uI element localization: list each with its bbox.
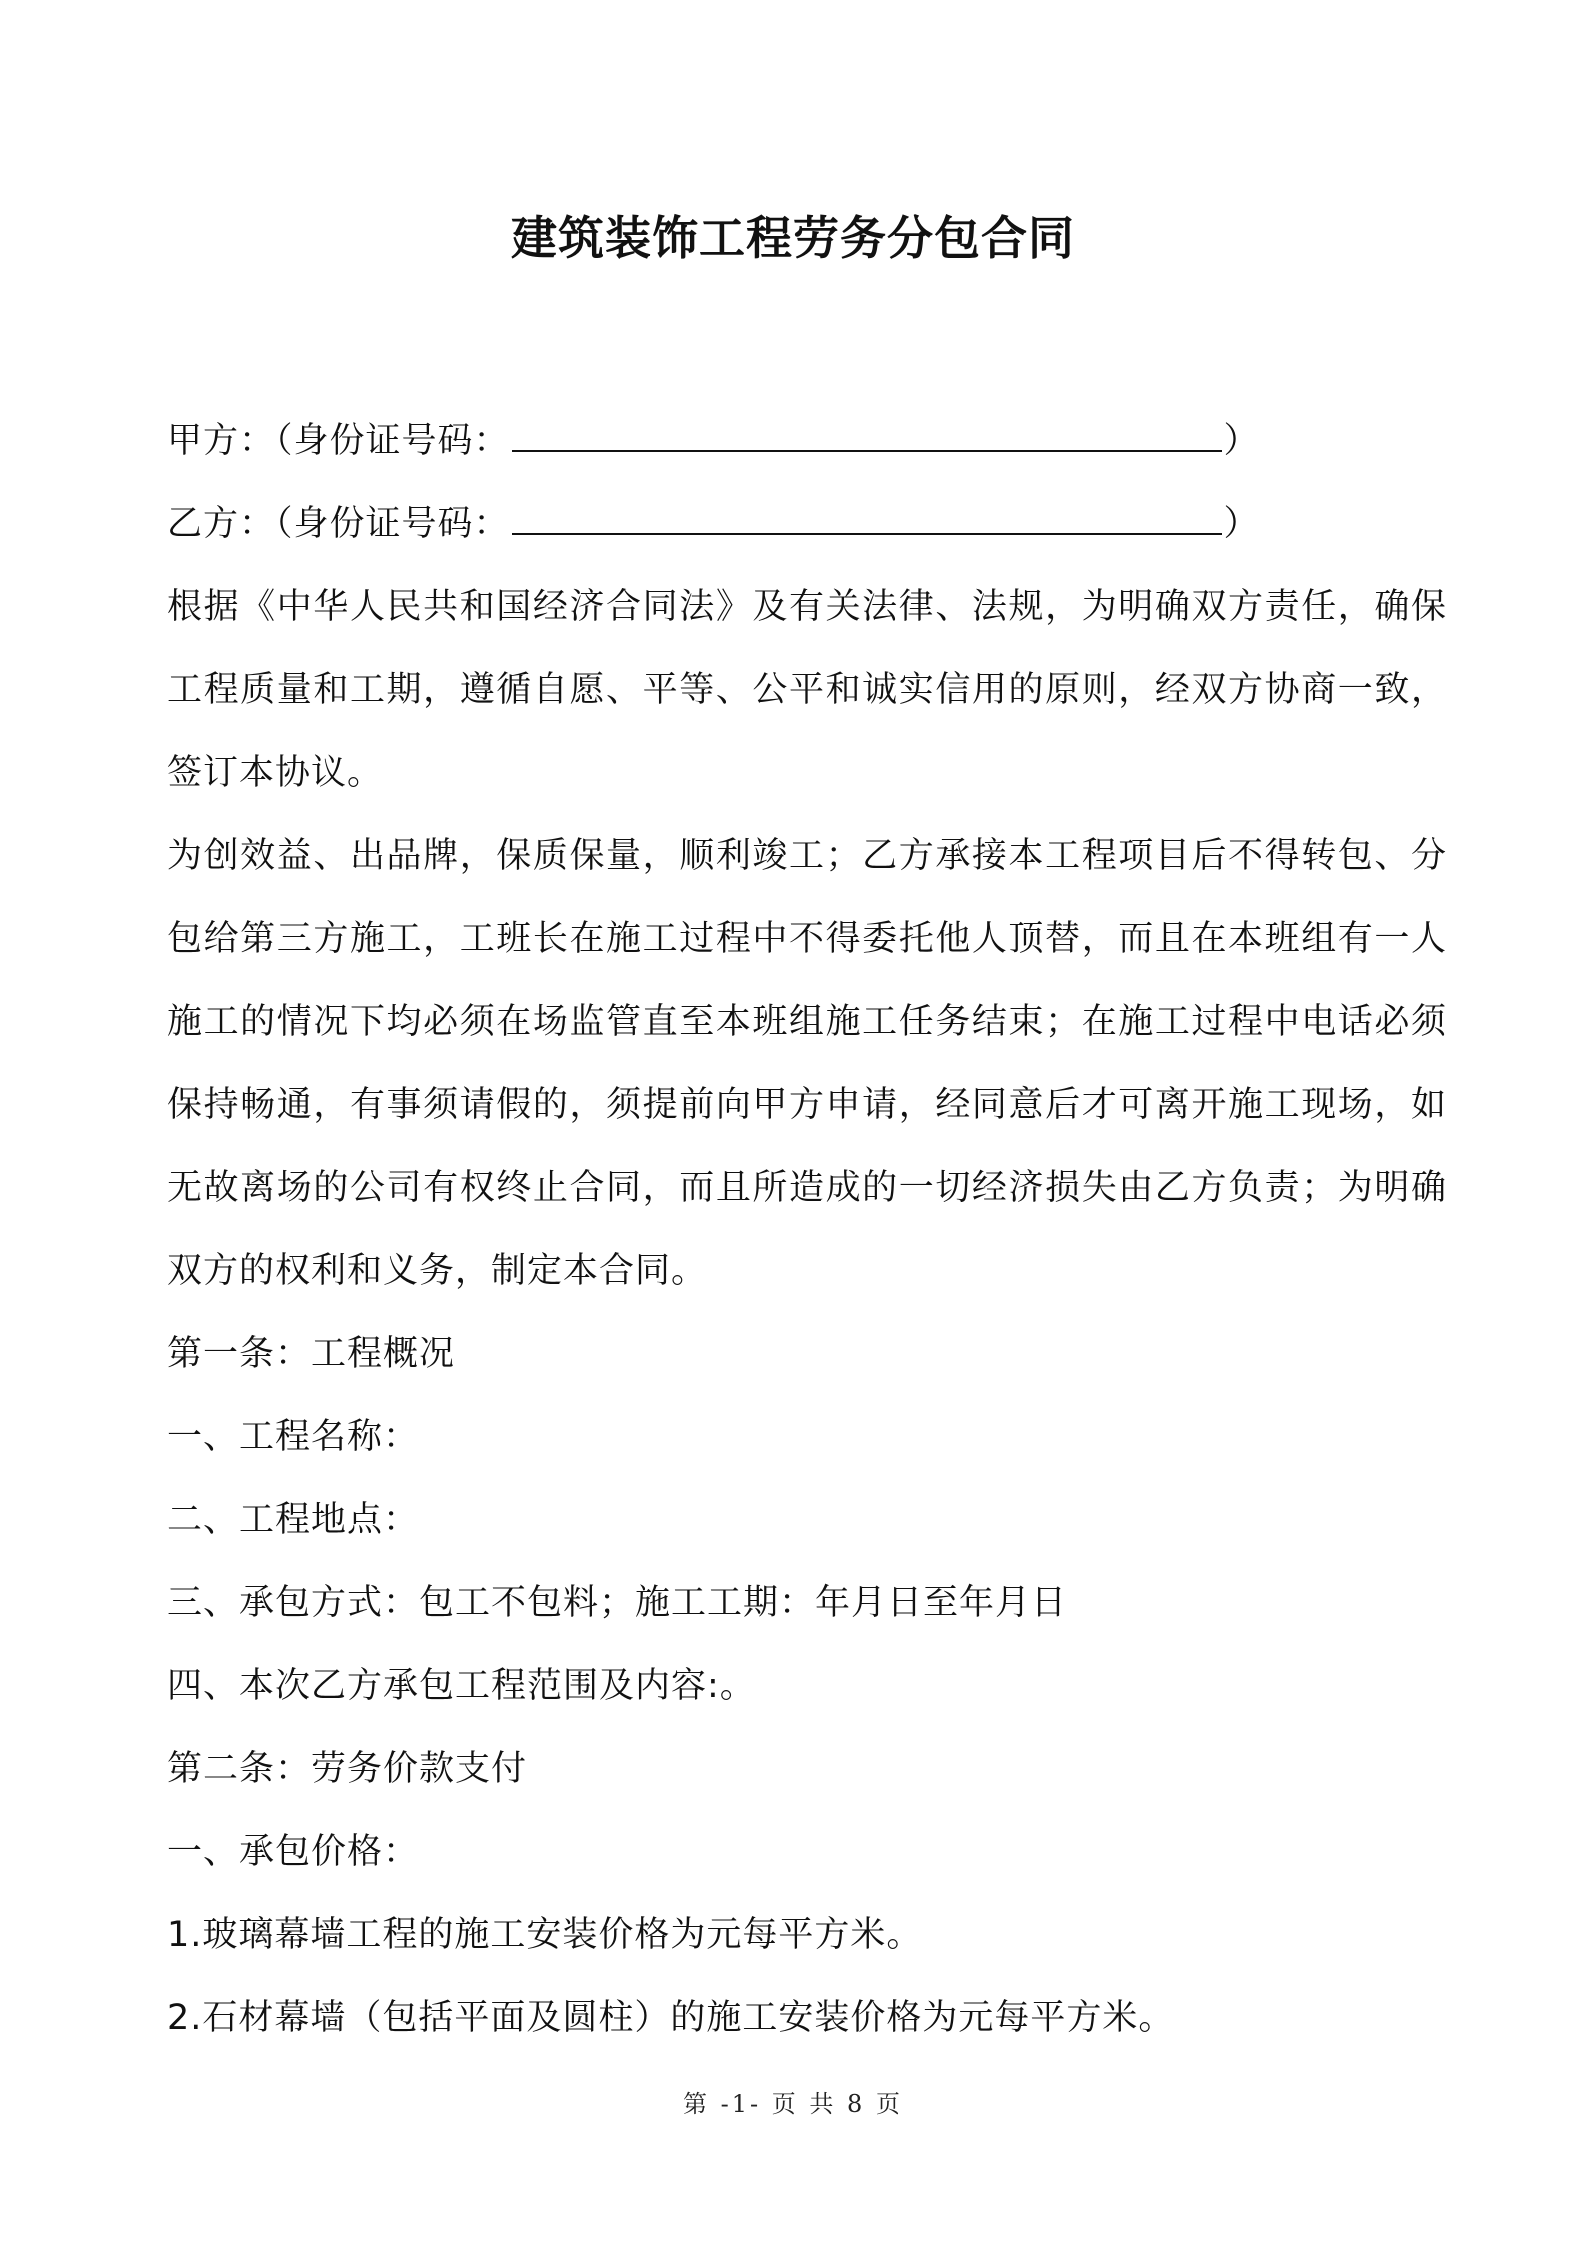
- party-b-line: [167, 483, 1447, 566]
- price-item-1: 1.玻璃幕墙工程的施工安装价格为元每平方米。: [167, 1915, 923, 1955]
- paragraph-preamble: 根据《中华人民共和国经济合同法》及有关法律、法规，为明确双方责任，确保工程质量和工期，遵循自愿、平等、公平和诚实信用的原则，经双方协商一致，签订本协议。: [167, 587, 1447, 793]
- project-name-line: 一、工程名称：: [167, 1417, 420, 1457]
- party-a-line: [167, 400, 1447, 483]
- document-body: [167, 400, 1447, 2060]
- document-title: 建筑装饰工程劳务分包合同: [511, 211, 1075, 265]
- article-1-heading: 第一条：工程概况: [167, 1334, 456, 1374]
- price-item-2: 2.石材幕墙（包括平面及圆柱）的施工安装价格为元每平方米。: [167, 1998, 1175, 2038]
- contract-method-line: 三、承包方式：包工不包料；施工工期：年月日至年月日: [167, 1583, 1068, 1623]
- scope-line: 四、本次乙方承包工程范围及内容:。: [167, 1666, 756, 1706]
- party-b-suffix: ）: [1223, 504, 1260, 544]
- party-b-prefix: 乙方：（身份证号码：: [167, 504, 510, 544]
- party-b-id-blank: [512, 507, 1222, 535]
- party-a-suffix: ）: [1223, 421, 1260, 461]
- project-location-line: 二、工程地点：: [167, 1500, 420, 1540]
- party-a-id-blank: [512, 424, 1222, 452]
- paragraph-obligations: 为创效益、出品牌，保质保量，顺利竣工；乙方承接本工程项目后不得转包、分包给第三方施工，工班长在施工过程中不得委托他人顶替，而且在本班组有一人施工的情况下均必须在场监管直至本班组施工任务结束；在施工过程中电话必须保持畅通，有事须请假的，须提前向甲方申请，经同意后才可离开施工现场，如无故离场的公司有权终止合同，而且所造成的一切经济损失由乙方负责；为明确双方的权利和义务，制定本合同。: [167, 836, 1447, 1291]
- contract-price-line: 一、承包价格：: [167, 1832, 420, 1872]
- article-2-heading: 第二条：劳务价款支付: [167, 1749, 528, 1789]
- party-a-prefix: 甲方：（身份证号码：: [167, 421, 510, 461]
- page-footer: 第 -1- 页 共 8 页: [683, 2090, 903, 2118]
